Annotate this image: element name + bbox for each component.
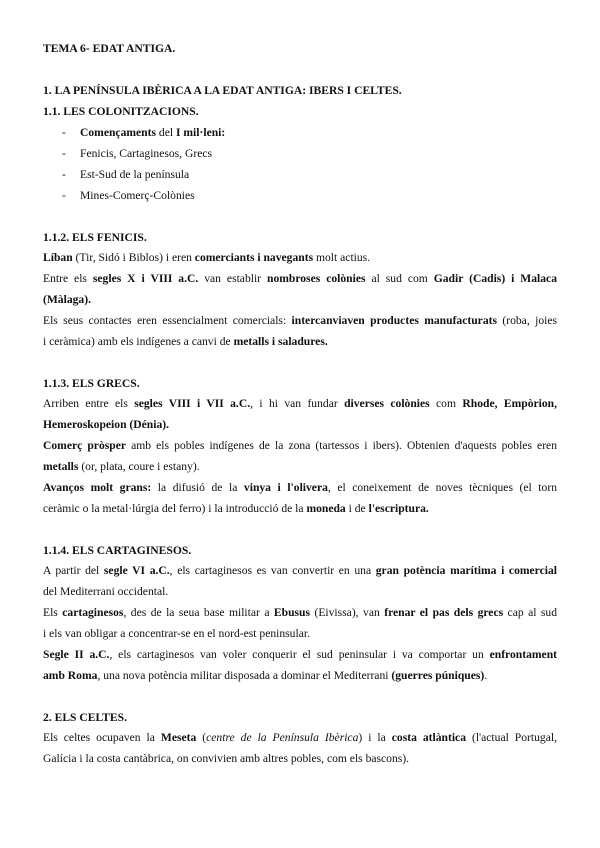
grecs-line: Hemeroskopeion (Dénia). bbox=[43, 418, 170, 431]
grecs-line: Arriben entre els segles VIII i VII a.C., i hi van fundar diverses colònies com Rhode, Empòrion, bbox=[43, 397, 557, 410]
cartaginesos-line: amb Roma, una nova potència militar disposada a dominar el Mediterrani (guerres púniques). bbox=[43, 669, 488, 682]
grecs-line: Avanços molt grans: la difusió de la vinya i l'olivera, el coneixement de noves tècniques (el torn bbox=[43, 481, 557, 494]
cartaginesos-heading: 1.1.4. ELS CARTAGINESOS. bbox=[43, 544, 192, 557]
list-dash: - bbox=[62, 147, 66, 160]
list-item: Fenicis, Cartaginesos, Grecs bbox=[80, 147, 213, 160]
celtes-line: Els celtes ocupaven la Meseta (centre de la Península Ibèrica) i la costa atlàntica (l'actual Portugal, bbox=[43, 731, 557, 744]
fenicis-heading: 1.1.2. ELS FENICIS. bbox=[43, 231, 147, 244]
fenicis-line: i ceràmica) amb els indígenes a canvi de metalls i saladures. bbox=[43, 335, 328, 348]
section-1-heading: 1. LA PENÍNSULA IBÈRICA A LA EDAT ANTIGA: IBERS I CELTES. bbox=[43, 84, 402, 97]
list-dash: - bbox=[62, 168, 66, 181]
cartaginesos-line: Segle II a.C., els cartaginesos van voler conquerir el sud peninsular i va comportar un enfrontament bbox=[43, 648, 557, 661]
list-item: Mines-Comerç-Colònies bbox=[80, 189, 195, 202]
list-dash: - bbox=[62, 189, 66, 202]
grecs-line: Comerç pròsper amb els pobles indígenes de la zona (tartessos i ibers). Obtenien d'aquests pobles eren bbox=[43, 439, 557, 452]
grecs-heading: 1.1.3. ELS GRECS. bbox=[43, 377, 140, 390]
grecs-line: metalls (or, plata, coure i estany). bbox=[43, 460, 200, 473]
cartaginesos-line: Els cartaginesos, des de la seua base militar a Ebusus (Eivissa), van frenar el pas dels grecs cap al sud bbox=[43, 606, 557, 619]
cartaginesos-line: i els van obligar a concentrar-se en el nord-est peninsular. bbox=[43, 627, 310, 640]
grecs-line: ceràmic o la metal·lúrgia del ferro) i la introducció de la moneda i de l'escriptura. bbox=[43, 502, 429, 515]
list-item: Començaments del I mil·leni: bbox=[80, 126, 226, 139]
section-1-1-heading: 1.1. LES COLONITZACIONS. bbox=[43, 105, 199, 118]
celtes-heading: 2. ELS CELTES. bbox=[43, 711, 127, 724]
celtes-line: Galícia i la costa cantàbrica, on convivien amb altres pobles, com els bascons). bbox=[43, 752, 410, 765]
cartaginesos-line: A partir del segle VI a.C., els cartaginesos es van convertir en una gran potència marítima i comercial bbox=[43, 564, 557, 577]
fenicis-line: (Màlaga). bbox=[43, 293, 91, 306]
fenicis-line: Líban (Tir, Sidó i Biblos) i eren comerciants i navegants molt actius. bbox=[43, 251, 371, 264]
list-item: Est-Sud de la península bbox=[80, 168, 190, 181]
document-title: TEMA 6- EDAT ANTIGA. bbox=[43, 42, 176, 55]
fenicis-line: Entre els segles X i VIII a.C. van establir nombroses colònies al sud com Gadir (Cadis) i Malaca bbox=[43, 272, 557, 285]
fenicis-line: Els seus contactes eren essencialment comercials: intercanviaven productes manufacturats (roba, joies bbox=[43, 314, 557, 327]
list-dash: - bbox=[62, 126, 66, 139]
cartaginesos-line: del Mediterrani occidental. bbox=[43, 585, 169, 598]
